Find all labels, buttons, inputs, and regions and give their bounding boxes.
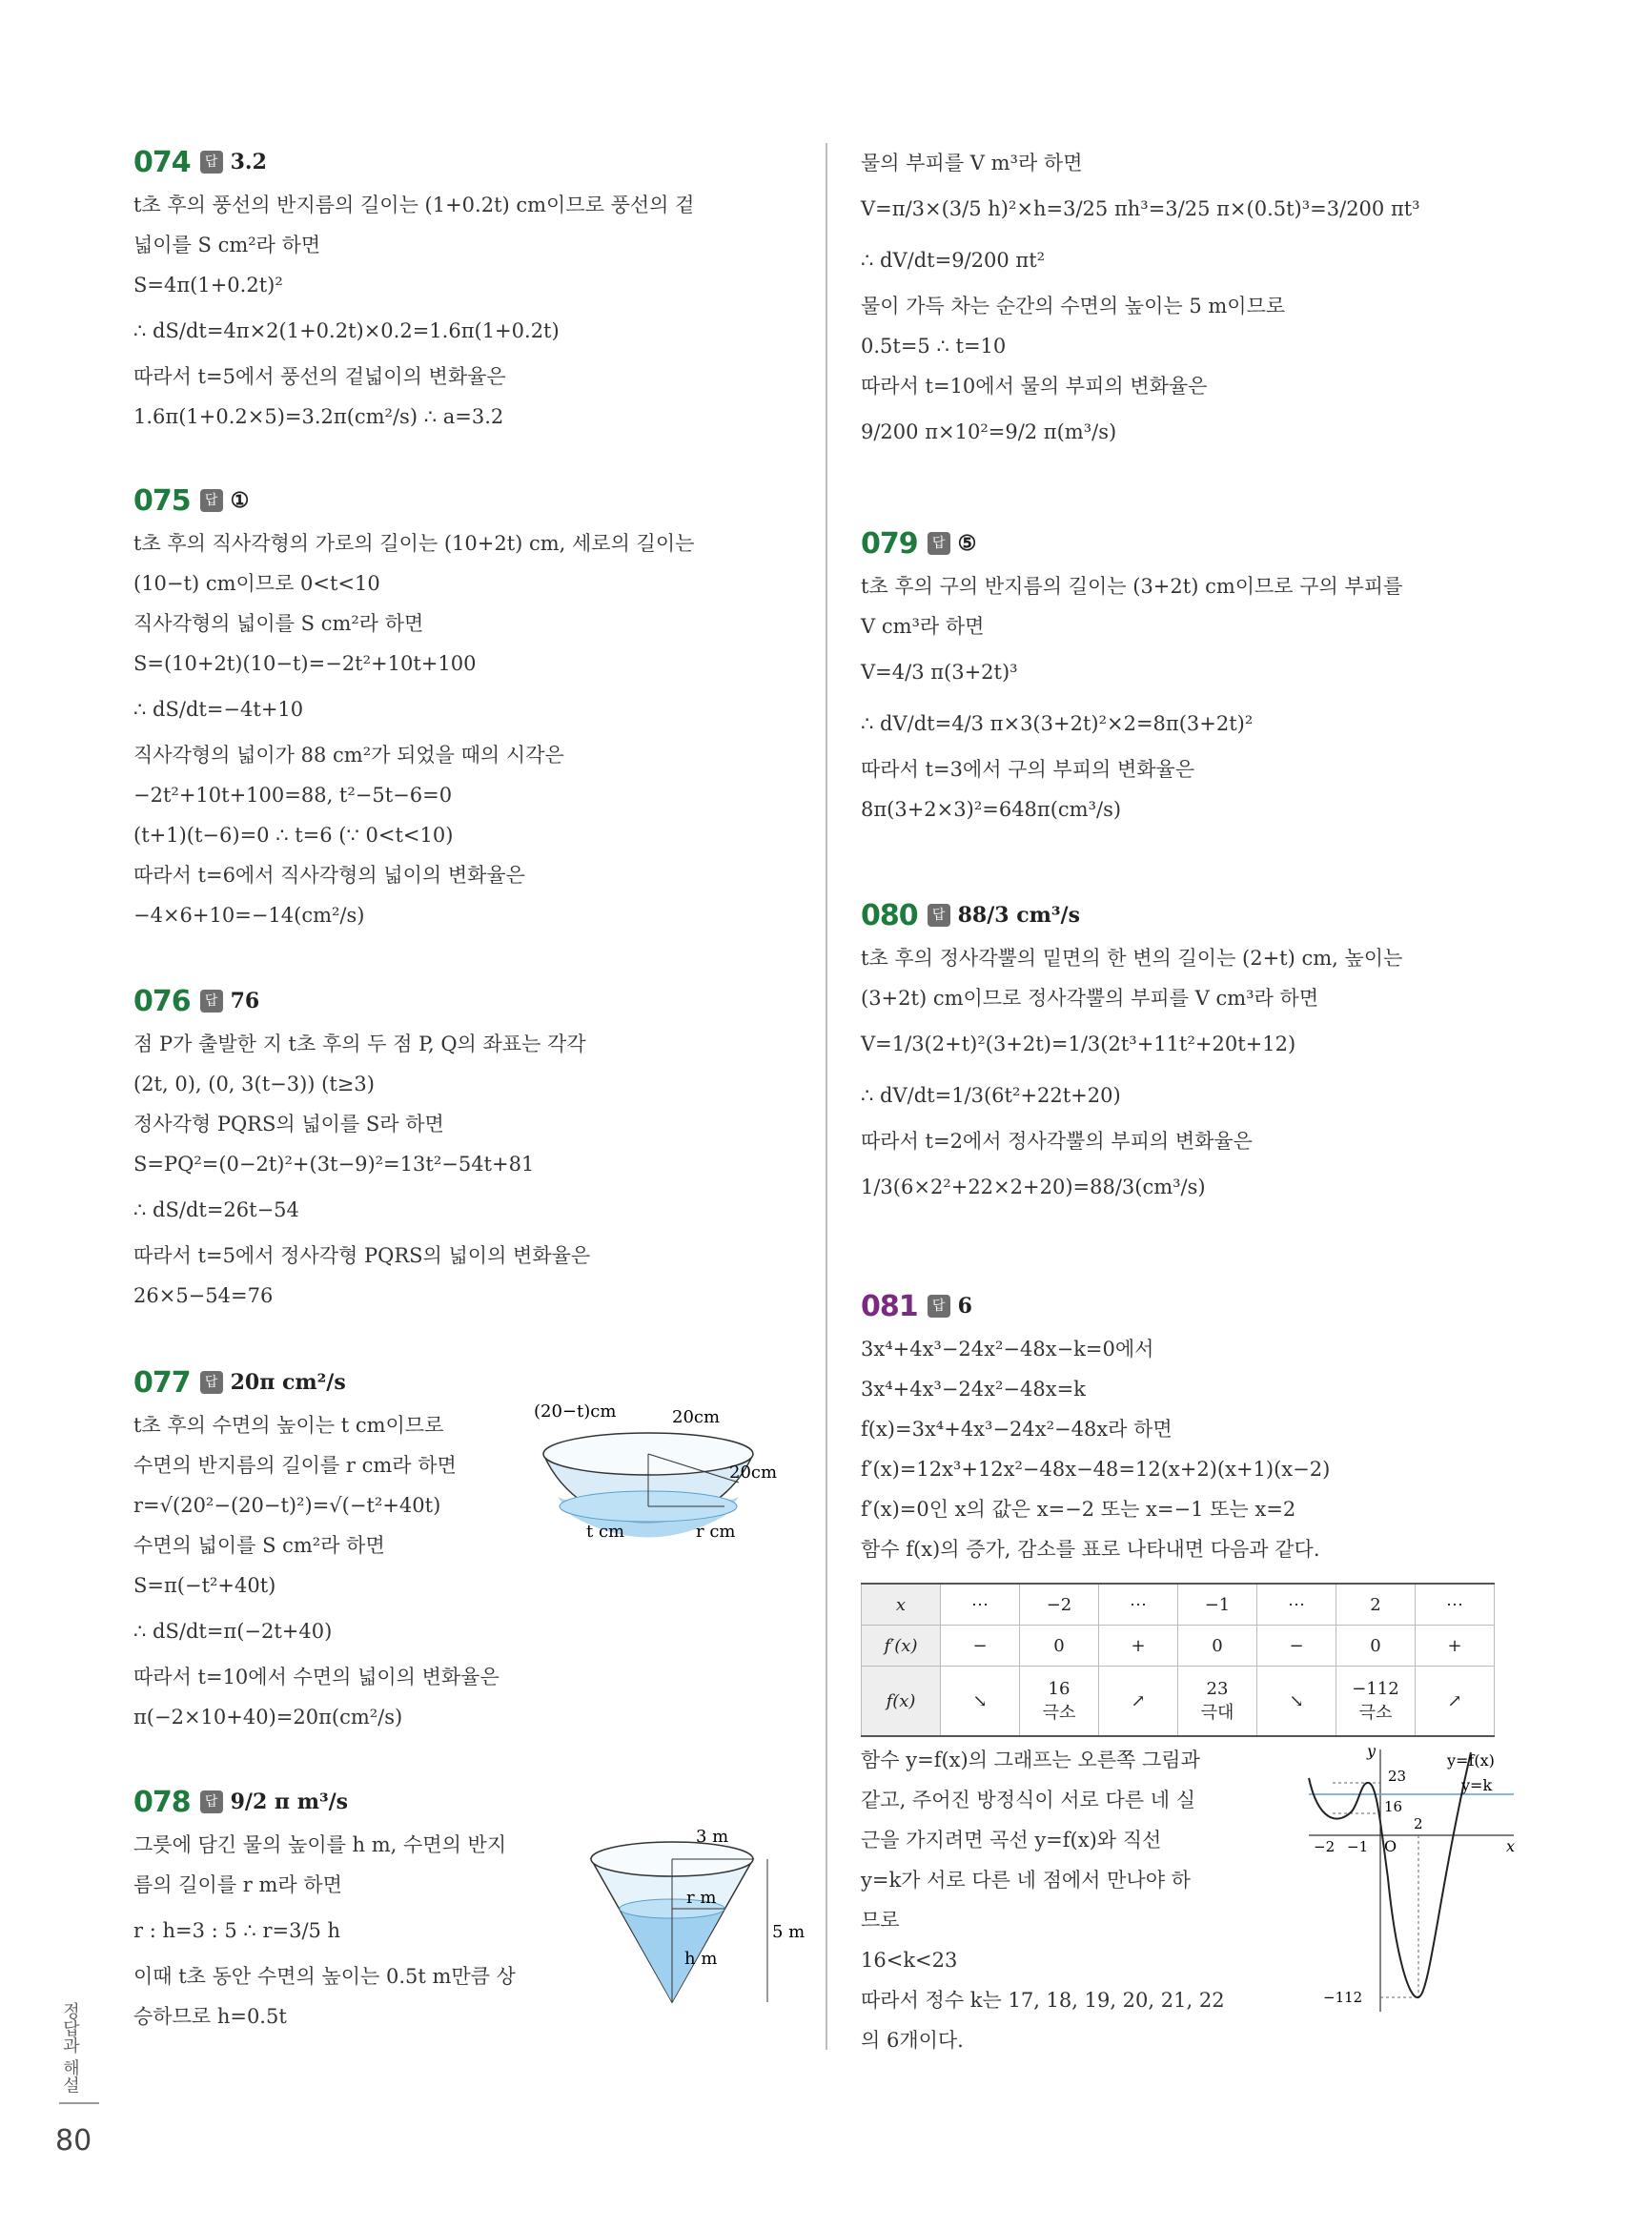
page-number-rule [59,2102,99,2104]
solution-line: ∴ dV/dt=9/200 πt² [861,249,1046,272]
line-label: y=k [1461,1776,1493,1794]
answer: 6 [957,1294,972,1319]
function-graph [1304,1742,1519,2021]
solution-line: 따라서 t=3에서 구의 부피의 변화율은 [861,758,1195,781]
table-cell: + [1416,1626,1495,1667]
answer: 76 [230,989,260,1013]
solution-line: (3+2t) cm이므로 정사각뿔의 부피를 V cm³라 하면 [861,987,1319,1010]
solution-line: 직사각형의 넓이를 S cm²라 하면 [133,612,424,635]
answer-badge: 답 [200,151,223,174]
solution-line: 물이 가득 차는 순간의 수면의 높이는 5 m이므로 [861,295,1286,317]
table-cell: ↘ [1257,1667,1336,1737]
solution-line: −4×6+10=−14(cm²/s) [133,904,365,927]
solution-line: t초 후의 수면의 높이는 t cm이므로 [133,1414,444,1437]
answer: 20π cm²/s [230,1370,346,1395]
table-cell: 2 [1336,1584,1416,1626]
table-cell: ⋯ [1416,1584,1495,1626]
label-radius2: 20cm [729,1463,778,1483]
answer: 9/2 π m³/s [230,1790,349,1814]
solution-line: π(−2×10+40)=20π(cm²/s) [133,1706,403,1729]
tick-23: 23 [1388,1768,1407,1785]
solution-line: S=PQ²=(0−2t)²+(3t−9)²=13t²−54t+81 [133,1153,535,1176]
y-axis-label: y [1367,1742,1377,1760]
solution-line: 따라서 정수 k는 17, 18, 19, 20, 21, 22 [861,1989,1225,2012]
label-top-radius: 3 m [696,1827,729,1847]
solution-line: 정사각형 PQRS의 넓이를 S라 하면 [133,1113,444,1135]
table-cell: 16 극소 [1020,1667,1099,1737]
solution-line: S=4π(1+0.2t)² [133,274,283,297]
solution-line: V=4/3 π(3+2t)³ [861,661,1018,684]
answer: 88/3 cm³/s [957,903,1080,928]
solution-line: 따라서 t=5에서 풍선의 겉넓이의 변화율은 [133,365,506,388]
solution-line: 같고, 주어진 방정식이 서로 다른 네 실 [861,1789,1196,1811]
solution-line: t초 후의 풍선의 반지름의 길이는 (1+0.2t) cm이므로 풍선의 겉 [133,194,695,216]
table-cell: f′(x) [862,1626,941,1667]
problem-081 [861,1287,1519,2052]
solution-line: 그릇에 담긴 물의 높이를 h m, 수면의 반지 [133,1833,507,1856]
solution-line: 함수 f(x)의 증가, 감소를 표로 나타내면 다음과 같다. [861,1538,1320,1561]
solution-line: ∴ dS/dt=4π×2(1+0.2t)×0.2=1.6π(1+0.2t) [133,319,560,342]
answer-badge: 답 [928,904,950,927]
solution-line: t초 후의 구의 반지름의 길이는 (3+2t) cm이므로 구의 부피를 [861,575,1403,598]
table-cell: − [941,1626,1020,1667]
solution-line: t초 후의 정사각뿔의 밑면의 한 변의 길이는 (2+t) cm, 높이는 [861,947,1403,970]
solution-line: 름의 길이를 r m라 하면 [133,1873,342,1896]
table-cell: ⋯ [1257,1584,1336,1626]
table-cell: −2 [1020,1584,1099,1626]
answer: 3.2 [230,150,267,174]
solution-line: (2t, 0), (0, 3(t−3)) (t≥3) [133,1073,375,1095]
solution-line: V cm³라 하면 [861,615,985,638]
label-height: 5 m [772,1922,806,1942]
table-row [862,1626,1495,1667]
table-cell: ↗ [1416,1667,1495,1737]
problem-number: 078 [133,1785,191,1819]
solution-line: 점 P가 출발한 지 t초 후의 두 점 P, Q의 좌표는 각각 [133,1033,586,1055]
solution-line: f′(x)=12x³+12x²−48x−48=12(x+2)(x+1)(x−2) [861,1458,1331,1481]
solution-line: r : h=3 : 5 ∴ r=3/5 h [133,1919,341,1942]
solution-line: 9/200 π×10²=9/2 π(m³/s) [861,420,1117,443]
answer-badge: 답 [928,1295,950,1318]
problem-number: 076 [133,984,191,1018]
problem-number: 081 [861,1289,918,1323]
problem-074 [133,143,801,437]
solution-line: −2t²+10t+100=88, t²−5t−6=0 [133,784,453,807]
table-cell: ↗ [1099,1667,1178,1737]
solution-line: 따라서 t=5에서 정사각형 PQRS의 넓이의 변화율은 [133,1244,591,1267]
solution-line: 따라서 t=6에서 직사각형의 넓이의 변화율은 [133,864,525,887]
solution-line: V=1/3(2+t)²(3+2t)=1/3(2t³+11t²+20t+12) [861,1033,1296,1055]
solution-line: ∴ dV/dt=4/3 π×3(3+2t)²×2=8π(3+2t)² [861,712,1254,735]
answer-badge: 답 [928,532,950,555]
table-cell: x [862,1584,941,1626]
solution-line: 승하므로 h=0.5t [133,2005,287,2028]
solution-line: 16<k<23 [861,1949,958,1972]
conclusion-text [861,1740,1299,2060]
table-cell: − [1257,1626,1336,1667]
solution-line: 수면의 넓이를 S cm²라 하면 [133,1534,385,1557]
solution-line: 따라서 t=10에서 물의 부피의 변화율은 [861,375,1208,398]
answer: ⑤ [957,531,977,556]
table-cell: 0 [1178,1626,1257,1667]
problem-number: 079 [861,526,918,561]
x-axis-label: x [1506,1837,1516,1855]
problem-number: 074 [133,145,191,179]
label-depth: (20−t)cm [534,1401,617,1422]
solution-line: f(x)=3x⁴+4x³−24x²−48x라 하면 [861,1418,1173,1441]
solution-line: 8π(3+2×3)²=648π(cm³/s) [861,798,1122,821]
table-cell: −112 극소 [1336,1667,1416,1737]
solution-line: 근을 가지려면 곡선 y=f(x)와 직선 [861,1829,1162,1852]
problem-number: 075 [133,483,191,518]
solution-line: 직사각형의 넓이가 88 cm²가 되었을 때의 시각은 [133,744,564,767]
tick-neg112: −112 [1323,1989,1363,2006]
tick-neg1: −1 [1347,1838,1369,1855]
table-cell: f(x) [862,1667,941,1737]
table-row [862,1584,1495,1626]
solution-line: 므로 [861,1909,900,1932]
solution-line: 3x⁴+4x³−24x²−48x=k [861,1378,1086,1401]
solution-line: ∴ dS/dt=26t−54 [133,1198,299,1221]
label-radius: 20cm [672,1407,721,1427]
solution-line: y=k가 서로 다른 네 점에서 만나야 하 [861,1869,1191,1892]
problem-078 [133,1783,806,2036]
solution-line: 넓이를 S cm²라 하면 [133,234,321,256]
solution-line: 의 6개이다. [861,2029,964,2052]
curve-label: y=f(x) [1447,1751,1495,1770]
solution-line: ∴ dS/dt=−4t+10 [133,698,304,721]
solution-line: 1.6π(1+0.2×5)=3.2π(cm²/s) ∴ a=3.2 [133,405,504,428]
solution-line: 따라서 t=2에서 정사각뿔의 부피의 변화율은 [861,1130,1253,1153]
table-cell: + [1099,1626,1178,1667]
answer-badge: 답 [200,489,223,512]
table-cell: 0 [1020,1626,1099,1667]
label-r: r cm [696,1522,736,1542]
answer-badge: 답 [200,1371,223,1394]
problem-079 [861,524,1519,829]
table-cell: ↘ [941,1667,1020,1737]
solution-line: f′(x)=0인 x의 값은 x=−2 또는 x=−1 또는 x=2 [861,1498,1296,1521]
solution-line: 물의 부피를 V m³라 하면 [861,152,1083,174]
side-label: 정답과 해설 [60,2002,80,2094]
solution-line: S=(10+2t)(10−t)=−2t²+10t+100 [133,652,477,675]
table-cell: 23 극대 [1178,1667,1257,1737]
table-cell: ⋯ [1099,1584,1178,1626]
solution-line: 함수 y=f(x)의 그래프는 오른쪽 그림과 [861,1749,1200,1771]
problem-number: 080 [861,898,918,932]
solution-line: (10−t) cm이므로 0<t<10 [133,572,380,595]
answer: ① [230,488,250,513]
cone-figure [581,1821,806,2012]
tick-16: 16 [1384,1798,1403,1815]
solution-line: ∴ dV/dt=1/3(6t²+22t+20) [861,1084,1121,1107]
problem-078-continued [861,143,1519,458]
solution-line: 3x⁴+4x³−24x²−48x−k=0에서 [861,1338,1154,1361]
problem-077 [133,1363,801,1737]
table-row [862,1667,1495,1737]
tick-neg2: −2 [1314,1838,1336,1855]
solution-line: 1/3(6×2²+22×2+20)=88/3(cm³/s) [861,1176,1206,1198]
increase-decrease-table [861,1583,1495,1737]
solution-line: r=√(20²−(20−t)²)=√(−t²+40t) [133,1494,441,1517]
table-cell: 0 [1336,1626,1416,1667]
label-h: h m [684,1949,718,1969]
solution-line: 이때 t초 동안 수면의 높이는 0.5t m만큼 상 [133,1965,516,1988]
solution-line: 수면의 반지름의 길이를 r cm라 하면 [133,1454,457,1477]
problem-075 [133,481,801,935]
label-height: t cm [586,1522,625,1542]
table-cell: −1 [1178,1584,1257,1626]
problem-080 [861,896,1519,1213]
page-number: 80 [55,2124,92,2158]
problem-076 [133,982,801,1316]
origin-label: O [1384,1837,1397,1855]
label-r: r m [686,1888,717,1908]
solution-line: 26×5−54=76 [133,1284,274,1307]
problem-number: 077 [133,1365,191,1400]
solution-line: 0.5t=5 ∴ t=10 [861,335,1007,358]
solution-line: V=π/3×(3/5 h)²×h=3/25 πh³=3/25 π×(0.5t)³=3/200 πt³ [861,197,1420,220]
tick-2: 2 [1414,1815,1423,1832]
solution-line: ∴ dS/dt=π(−2t+40) [133,1620,333,1643]
solution-line: S=π(−t²+40t) [133,1574,276,1597]
answer-badge: 답 [200,1790,223,1813]
solution-line: (t+1)(t−6)=0 ∴ t=6 (∵ 0<t<10) [133,824,454,847]
hemisphere-figure [534,1401,801,1564]
answer-badge: 답 [200,990,223,1013]
solution-line: 따라서 t=10에서 수면의 넓이의 변화율은 [133,1666,500,1688]
column-divider [826,143,827,2050]
solution-line: t초 후의 직사각형의 가로의 길이는 (10+2t) cm, 세로의 길이는 [133,532,695,555]
table-cell: ⋯ [941,1584,1020,1626]
